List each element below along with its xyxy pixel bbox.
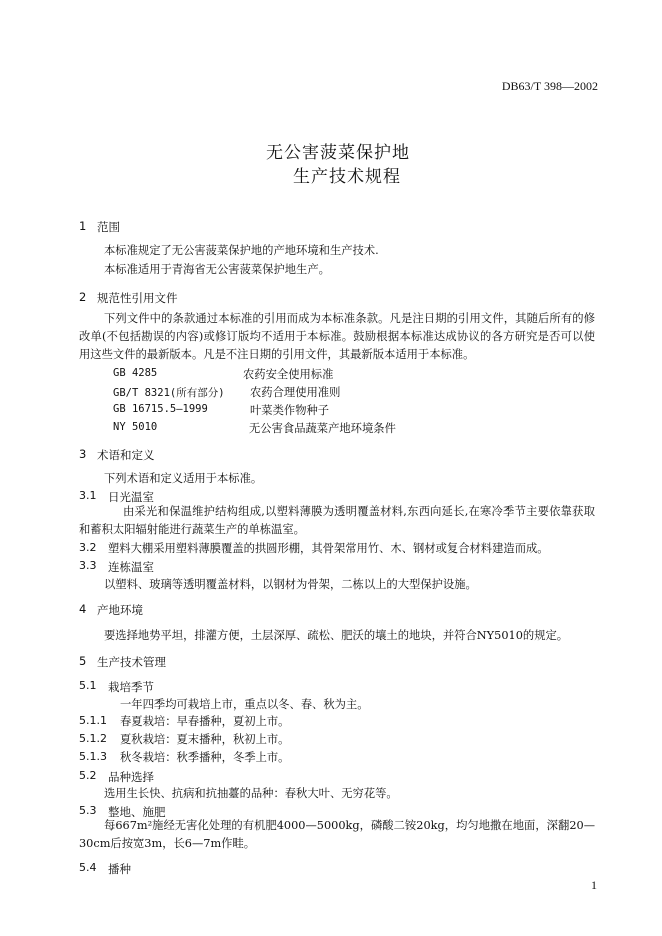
- section-1-number: 1: [79, 219, 87, 233]
- reference-title: 叶菜类作物种子: [250, 404, 330, 417]
- section-1-heading: 范围: [97, 220, 120, 234]
- section-5-number: 5: [79, 654, 87, 668]
- subsection-3-3-number: 3.3: [79, 559, 97, 572]
- subsection-5-1-text: 一年四季均可栽培上市，重点以冬、春、秋为主。: [120, 698, 369, 711]
- section-3-number: 3: [79, 447, 87, 461]
- section-2-number: 2: [79, 290, 87, 304]
- subsection-5-3-number: 5.3: [79, 804, 97, 817]
- subsection-5-1-1-text: 春夏栽培：早春播种，夏初上市。: [120, 715, 290, 728]
- subsection-5-1-3-text: 秋冬栽培：秋季播种，冬季上市。: [120, 751, 290, 764]
- page-number: 1: [591, 878, 597, 892]
- section-3-intro: 下列术语和定义适用于本标准。: [104, 472, 263, 485]
- reference-title: 无公害食品蔬菜产地环境条件: [249, 422, 396, 435]
- subsection-5-4-heading: 播种: [108, 862, 131, 876]
- subsection-5-1-2-text: 夏秋栽培：夏末播种，秋初上市。: [120, 733, 290, 746]
- section-1-para-2: 本标准适用于青海省无公害菠菜保护地生产。: [104, 263, 330, 276]
- reference-title: 农药合理使用准则: [250, 386, 341, 399]
- document-title-line2: 生产技术规程: [293, 167, 401, 187]
- subsection-3-1-text: 由采光和保温维护结构组成,以塑料薄膜为透明覆盖材料,东西向延长,在寒冷季节主要依靠获取和蓄积太阳辐射能进行蔬菜生产的单栋温室。: [79, 505, 595, 536]
- document-code: DB63/T 398—2002: [501, 79, 598, 93]
- subsection-5-3-heading: 整地、施肥: [108, 805, 166, 819]
- section-4-text: 要选择地势平坦，排灌方便，土层深厚、疏松、肥沃的壤土的地块，并符合NY5010的规定。: [104, 629, 569, 642]
- subsection-5-2-number: 5.2: [79, 769, 97, 782]
- section-3-heading: 术语和定义: [97, 448, 155, 462]
- subsection-3-1-heading: 日光温室: [108, 490, 154, 504]
- section-2-paragraph: 下列文件中的条款通过本标准的引用而成为本标准条款。凡是注日期的引用文件，其随后所有的修改单(不包括勘误的内容)或修订版均不适用于本标准。鼓励根据本标准达成协议的各方研究是否可以使用这些文件的最新版本。凡是不注日期的引用文件，其最新版本适用于本标准。: [79, 312, 595, 361]
- subsection-3-1-number: 3.1: [79, 489, 97, 502]
- subsection-5-4-number: 5.4: [79, 861, 97, 874]
- subsection-5-2-text: 选用生长快、抗病和抗抽薹的品种：春秋大叶、无穷花等。: [104, 787, 398, 800]
- subsection-5-1-heading: 栽培季节: [108, 680, 154, 694]
- reference-code: GB 4285: [113, 367, 158, 379]
- subsection-5-2-heading: 品种选择: [108, 770, 154, 784]
- reference-code: GB/T 8321(所有部分): [113, 387, 225, 399]
- subsection-5-1-number: 5.1: [79, 679, 97, 692]
- subsection-3-2-text: 塑料大棚采用塑料薄膜覆盖的拱圆形棚，其骨架常用竹、木、钢材或复合材料建造而成。: [108, 542, 549, 555]
- section-5-heading: 生产技术管理: [97, 655, 166, 669]
- subsection-5-1-3-number: 5.1.3: [79, 750, 107, 763]
- section-4-heading: 产地环境: [97, 603, 143, 617]
- subsection-3-3-heading: 连栋温室: [108, 560, 154, 574]
- section-4-number: 4: [79, 602, 87, 616]
- section-1-para-1: 本标准规定了无公害菠菜保护地的产地环境和生产技术.: [104, 244, 379, 257]
- reference-code: GB 16715.5—1999: [113, 403, 208, 415]
- subsection-5-1-1-number: 5.1.1: [79, 714, 107, 727]
- section-2-heading: 规范性引用文件: [97, 291, 178, 305]
- document-title-line1: 无公害菠菜保护地: [266, 143, 410, 163]
- subsection-3-2-number: 3.2: [79, 541, 97, 554]
- subsection-3-3-text: 以塑料、玻璃等透明覆盖材料，以钢材为骨架，二栋以上的大型保护设施。: [104, 578, 477, 591]
- reference-code: NY 5010: [113, 421, 158, 433]
- subsection-5-1-2-number: 5.1.2: [79, 732, 107, 745]
- subsection-5-3-text: 每667m²施经无害化处理的有机肥4000—5000kg，磷酸二铵20kg，均匀地撒在地面，深翻20—30cm后按宽3m，长6—7m作畦。: [79, 819, 595, 850]
- reference-title: 农药安全使用标准: [243, 368, 334, 381]
